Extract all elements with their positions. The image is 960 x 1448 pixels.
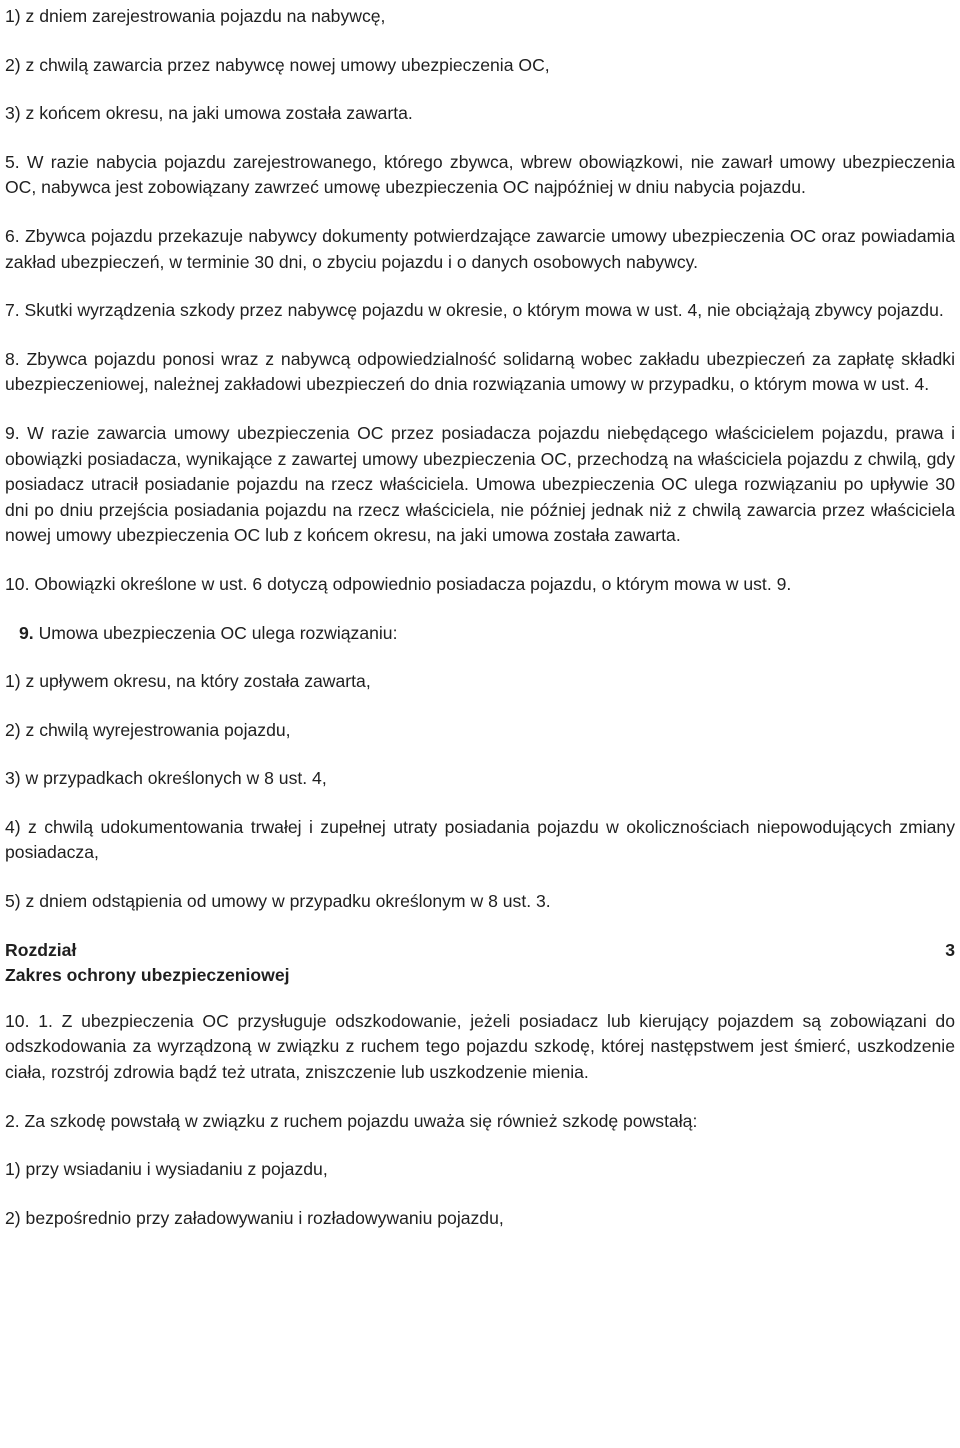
paragraph-10-2: 2. Za szkodę powstałą w związku z ruchem pojazdu uważa się również szkodę powstałą:	[5, 1110, 698, 1131]
list-item: 1) z dniem zarejestrowania pojazdu na nabywcę,	[5, 6, 386, 26]
paragraph-7: 7. Skutki wyrządzenia szkody przez nabywcę pojazdu w okresie, o którym mowa w ust. 4, nie obciążają zbywcy pojazdu.	[5, 300, 944, 321]
chapter-title: Zakres ochrony ubezpieczeniowej	[5, 965, 290, 986]
document-page	[5, 0, 955, 1254]
paragraph-6: 6. Zbywca pojazdu przekazuje nabywcy dokumenty potwierdzające zawarcie umowy ubezpieczenia OC oraz powiadamia zakład ubezpieczeń, w terminie 30 dni, o zbyciu pojazdu i o danych osobowych nabywcy.	[5, 225, 955, 272]
chapter-number: 3	[945, 939, 955, 960]
list-item: 4) z chwilą udokumentowania trwałej i zupełnej utraty posiadania pojazdu w okolicznościach niepowodujących zmiany posiadacza,	[5, 816, 955, 863]
list-item: 2) z chwilą wyrejestrowania pojazdu,	[5, 719, 291, 740]
list-item: 2) bezpośrednio przy załadowywaniu i rozładowywaniu pojazdu,	[5, 1207, 504, 1228]
paragraph-10: 10. Obowiązki określone w ust. 6 dotyczą odpowiednio posiadacza pojazdu, o którym mowa w ust. 9.	[5, 573, 792, 594]
chapter-heading	[5, 938, 955, 989]
list-item: 2) z chwilą zawarcia przez nabywcę nowej umowy ubezpieczenia OC,	[5, 54, 550, 75]
section-9-heading	[5, 621, 955, 647]
list-item: 3) w przypadkach określonych w 8 ust. 4,	[5, 768, 327, 789]
list-item: 3) z końcem okresu, na jaki umowa została zawarta.	[5, 103, 413, 124]
section-sign-mark: 9.	[19, 622, 34, 643]
list-item: 1) przy wsiadaniu i wysiadaniu z pojazdu,	[5, 1159, 328, 1180]
chapter-label: Rozdział	[5, 939, 77, 960]
paragraph-5: 5. W razie nabycia pojazdu zarejestrowanego, którego zbywca, wbrew obowiązkowi, nie zawarł umowy ubezpieczenia OC, nabywca jest zobowiązany zawrzeć umowę ubezpieczenia OC najpóźniej w dniu nabycia pojazdu.	[5, 151, 955, 198]
section-9-text: Umowa ubezpieczenia OC ulega rozwiązaniu:	[33, 622, 398, 643]
list-item: 1) z upływem okresu, na który została zawarta,	[5, 671, 371, 692]
paragraph-8: 8. Zbywca pojazdu ponosi wraz z nabywcą odpowiedzialność solidarną wobec zakładu ubezpieczeń za zapłatę składki ubezpieczeniowej, należnej zakładowi ubezpieczeń do dnia rozwiązania umowy w przypadku, o którym mowa w ust. 4.	[5, 348, 955, 395]
paragraph-9: 9. W razie zawarcia umowy ubezpieczenia OC przez posiadacza pojazdu niebędącego właścicielem pojazdu, prawa i obowiązki posiadacza, wynikające z zawartej umowy ubezpieczenia OC, przechodzą na właściciela pojazdu z chwilą, gdy posiadacz utracił posiadanie pojazdu na rzecz właściciela. Umowa ubezpieczenia OC ulega rozwiązaniu po upływie 30 dni po dniu przejścia posiadania pojazdu na rzecz właściciela, nie później jednak niż z chwilą zawarcia przez właściciela nowej umowy ubezpieczenia OC lub z końcem okresu, na jaki umowa została zawarta.	[5, 422, 955, 546]
paragraph-10-1: 10. 1. Z ubezpieczenia OC przysługuje odszkodowanie, jeżeli posiadacz lub kierujący pojazdem są zobowiązani do odszkodowania za wyrządzoną w związku z ruchem tego pojazdu szkodę, której następstwem jest śmierć, uszkodzenie ciała, rozstrój zdrowia bądź też utrata, zniszczenie lub uszkodzenie mienia.	[5, 1010, 955, 1083]
list-item: 5) z dniem odstąpienia od umowy w przypadku określonym w 8 ust. 3.	[5, 891, 551, 912]
